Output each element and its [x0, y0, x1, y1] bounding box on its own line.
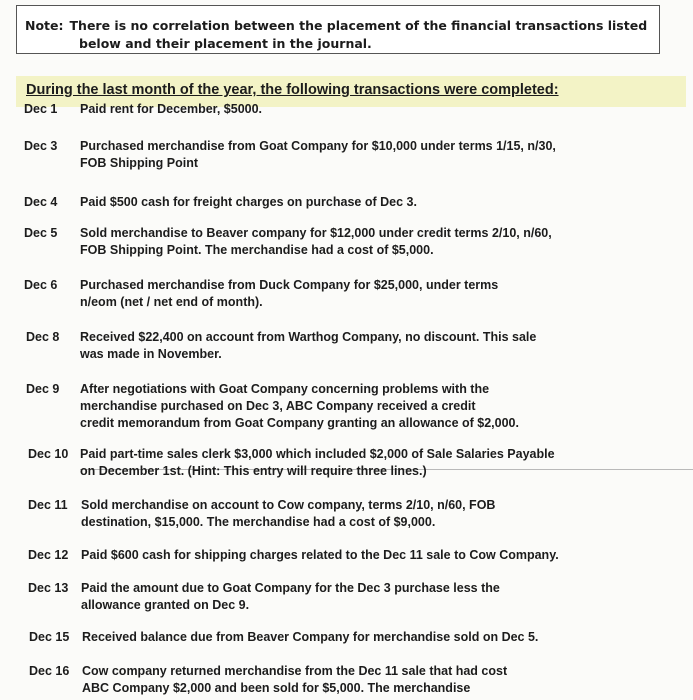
description-line: destination, $15,000. The merchandise had a cost of $9,000.	[81, 515, 436, 529]
description-line: Sold merchandise to Beaver company for $12,000 under credit terms 2/10, n/60,	[80, 226, 552, 240]
description-line: credit memorandum from Goat Company granting an allowance of $2,000.	[80, 416, 519, 430]
description-line: Purchased merchandise from Goat Company for $10,000 under terms 1/15, n/30,	[80, 139, 556, 153]
transaction-date: Dec 15	[29, 630, 70, 644]
description-line: Received balance due from Beaver Company for merchandise sold on Dec 5.	[82, 630, 539, 644]
transaction-date: Dec 16	[29, 664, 70, 678]
description-line: merchandise purchased on Dec 3, ABC Company received a credit	[80, 399, 476, 413]
transaction-description	[81, 497, 495, 531]
description-line: Sold merchandise on account to Cow company, terms 2/10, n/60, FOB	[81, 498, 496, 512]
transaction-date: Dec 13	[28, 581, 69, 595]
transaction-date: Dec 1	[24, 102, 58, 116]
transaction-date: Dec 12	[28, 548, 69, 562]
transaction-date: Dec 6	[24, 278, 58, 292]
description-line: allowance granted on Dec 9.	[81, 598, 250, 612]
section-heading: During the last month of the year, the following transactions were completed:	[26, 82, 559, 98]
description-line: n/eom (net / net end of month).	[80, 295, 263, 309]
transaction-date: Dec 5	[24, 226, 58, 240]
description-line: on December 1st. (Hint: This entry will require three lines.)	[80, 464, 427, 478]
transaction-description	[82, 629, 538, 646]
note-line-1	[25, 18, 647, 33]
transaction-description	[81, 580, 500, 614]
transaction-description	[80, 446, 555, 480]
note-text-line-1: There is no correlation between the placement of the financial transactions listed	[69, 18, 648, 33]
description-line: ABC Company $2,000 and been sold for $5,000. The merchandise	[82, 681, 471, 695]
transaction-date: Dec 8	[26, 330, 60, 344]
description-line: After negotiations with Goat Company concerning problems with the	[80, 382, 490, 396]
transaction-date: Dec 3	[24, 139, 58, 153]
note-box	[16, 5, 660, 54]
description-line: Cow company returned merchandise from the Dec 11 sale that had cost	[82, 664, 508, 678]
transaction-description	[80, 329, 536, 363]
description-line: was made in November.	[80, 347, 222, 361]
transaction-description	[80, 381, 519, 432]
transaction-description	[82, 663, 507, 697]
description-line: Received $22,400 on account from Warthog Company, no discount. This sale	[80, 330, 537, 344]
transaction-description	[80, 277, 498, 311]
transaction-description	[80, 101, 262, 118]
transaction-description	[80, 138, 556, 172]
transaction-description	[81, 547, 559, 564]
description-line: Purchased merchandise from Duck Company for $25,000, under terms	[80, 278, 499, 292]
note-text-line-2: below and their placement in the journal.	[79, 36, 372, 51]
transaction-date: Dec 4	[24, 195, 58, 209]
description-line: Paid rent for December, $5000.	[80, 102, 263, 116]
transaction-description	[80, 225, 552, 259]
description-line: Paid the amount due to Goat Company for the Dec 3 purchase less the	[81, 581, 500, 595]
description-line: Paid part-time sales clerk $3,000 which included $2,000 of Sale Salaries Payable	[80, 447, 555, 461]
note-label: Note:	[25, 18, 64, 33]
description-line: FOB Shipping Point. The merchandise had a cost of $5,000.	[80, 243, 434, 257]
description-line: Paid $600 cash for shipping charges related to the Dec 11 sale to Cow Company.	[81, 548, 559, 562]
description-line: FOB Shipping Point	[80, 156, 199, 170]
transaction-date: Dec 11	[28, 498, 68, 512]
transaction-date: Dec 10	[28, 447, 69, 461]
description-line: Paid $500 cash for freight charges on purchase of Dec 3.	[80, 195, 417, 209]
transaction-description	[80, 194, 417, 211]
transaction-date: Dec 9	[26, 382, 60, 396]
